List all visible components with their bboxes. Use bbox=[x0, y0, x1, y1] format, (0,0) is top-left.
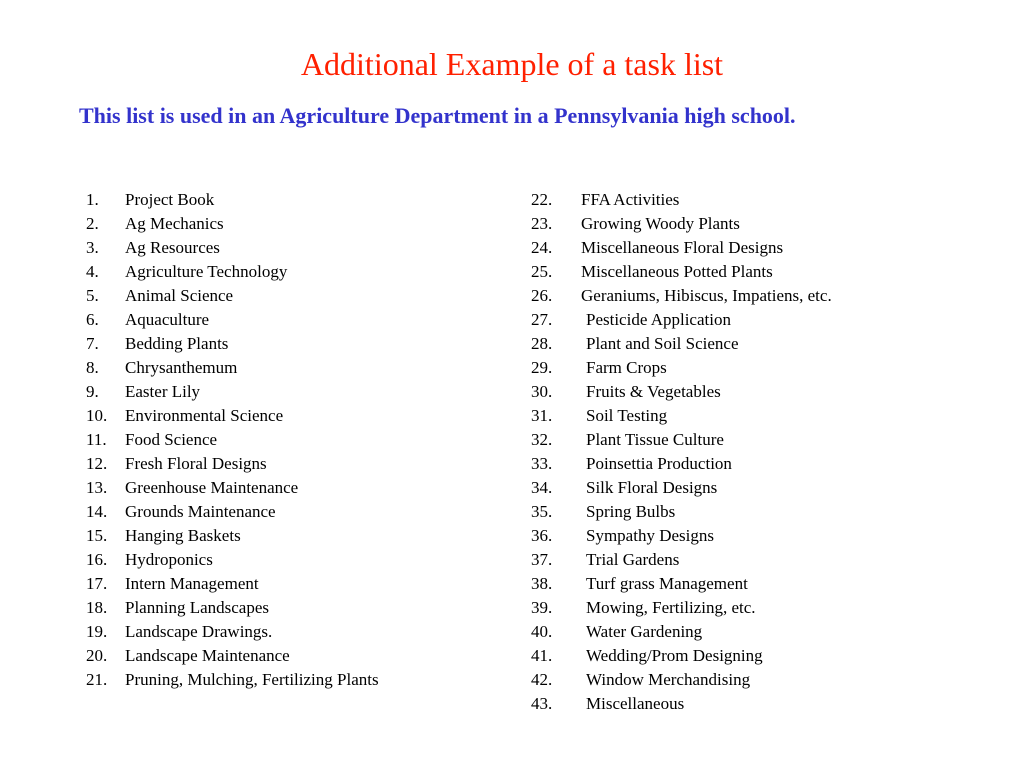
item-number: 26. bbox=[531, 286, 553, 305]
item-text: Greenhouse Maintenance bbox=[125, 478, 299, 497]
task-list-right bbox=[531, 188, 971, 716]
slide-subtitle: This list is used in an Agriculture Department in a Pennsylvania high school. bbox=[79, 103, 796, 128]
item-number: 7. bbox=[86, 334, 99, 353]
item-number: 3. bbox=[86, 238, 99, 257]
item-text: FFA Activities bbox=[581, 190, 680, 209]
list-item bbox=[531, 284, 971, 308]
item-text: Intern Management bbox=[125, 574, 259, 593]
item-number: 35. bbox=[531, 502, 553, 521]
item-text: Easter Lily bbox=[125, 382, 201, 401]
item-text: Miscellaneous Floral Designs bbox=[581, 238, 784, 257]
item-number: 4. bbox=[86, 262, 99, 281]
item-text: Pruning, Mulching, Fertilizing Plants bbox=[125, 670, 379, 689]
list-item bbox=[531, 692, 971, 716]
list-item bbox=[86, 332, 516, 356]
list-item bbox=[531, 524, 971, 548]
item-number: 18. bbox=[86, 598, 108, 617]
item-number: 28. bbox=[531, 334, 553, 353]
list-item bbox=[531, 260, 971, 284]
list-item bbox=[86, 284, 516, 308]
list-item bbox=[86, 356, 516, 380]
list-item bbox=[86, 596, 516, 620]
item-number: 13. bbox=[86, 478, 108, 497]
item-text: Fruits & Vegetables bbox=[586, 382, 721, 401]
item-number: 5. bbox=[86, 286, 99, 305]
item-text: Plant Tissue Culture bbox=[586, 430, 724, 449]
item-text: Window Merchandising bbox=[586, 670, 751, 689]
item-text: Hanging Baskets bbox=[125, 526, 241, 545]
item-number: 9. bbox=[86, 382, 99, 401]
item-text: Ag Mechanics bbox=[125, 214, 224, 233]
list-item bbox=[86, 500, 516, 524]
list-item bbox=[86, 572, 516, 596]
list-item bbox=[531, 500, 971, 524]
item-text: Silk Floral Designs bbox=[586, 478, 718, 497]
item-number: 42. bbox=[531, 670, 553, 689]
item-number: 40. bbox=[531, 622, 553, 641]
item-number: 8. bbox=[86, 358, 99, 377]
item-text: Fresh Floral Designs bbox=[125, 454, 267, 473]
item-text: Growing Woody Plants bbox=[581, 214, 740, 233]
list-item bbox=[86, 380, 516, 404]
item-number: 11. bbox=[86, 430, 107, 449]
list-item bbox=[531, 668, 971, 692]
list-item bbox=[86, 452, 516, 476]
item-text: Food Science bbox=[125, 430, 218, 449]
item-text: Agriculture Technology bbox=[125, 262, 288, 281]
list-item bbox=[531, 356, 971, 380]
list-item bbox=[531, 596, 971, 620]
item-text: Landscape Maintenance bbox=[125, 646, 290, 665]
item-text: Turf grass Management bbox=[586, 574, 748, 593]
item-text: Ag Resources bbox=[125, 238, 220, 257]
item-number: 31. bbox=[531, 406, 553, 425]
item-number: 16. bbox=[86, 550, 108, 569]
list-item bbox=[86, 260, 516, 284]
item-number: 39. bbox=[531, 598, 553, 617]
list-item bbox=[531, 380, 971, 404]
list-item bbox=[531, 644, 971, 668]
item-text: Mowing, Fertilizing, etc. bbox=[586, 598, 756, 617]
item-number: 41. bbox=[531, 646, 553, 665]
item-text: Aquaculture bbox=[125, 310, 210, 329]
list-item bbox=[86, 620, 516, 644]
item-number: 14. bbox=[86, 502, 108, 521]
item-number: 19. bbox=[86, 622, 108, 641]
item-number: 6. bbox=[86, 310, 99, 329]
item-text: Environmental Science bbox=[125, 406, 284, 425]
list-item bbox=[531, 188, 971, 212]
list-item bbox=[531, 476, 971, 500]
item-number: 43. bbox=[531, 694, 553, 713]
list-item bbox=[86, 428, 516, 452]
task-list-left bbox=[86, 188, 516, 692]
item-text: Bedding Plants bbox=[125, 334, 229, 353]
item-text: Grounds Maintenance bbox=[125, 502, 276, 521]
list-item bbox=[531, 428, 971, 452]
item-number: 32. bbox=[531, 430, 553, 449]
list-item bbox=[531, 452, 971, 476]
item-text: Sympathy Designs bbox=[586, 526, 714, 545]
item-number: 15. bbox=[86, 526, 108, 545]
item-text: Wedding/Prom Designing bbox=[586, 646, 763, 665]
item-number: 38. bbox=[531, 574, 553, 593]
item-number: 1. bbox=[86, 190, 99, 209]
list-item bbox=[531, 212, 971, 236]
item-text: Water Gardening bbox=[586, 622, 703, 641]
item-number: 2. bbox=[86, 214, 99, 233]
item-text: Hydroponics bbox=[125, 550, 213, 569]
list-item bbox=[531, 236, 971, 260]
list-item bbox=[531, 620, 971, 644]
item-text: Animal Science bbox=[125, 286, 234, 305]
item-number: 23. bbox=[531, 214, 553, 233]
item-number: 29. bbox=[531, 358, 553, 377]
item-number: 12. bbox=[86, 454, 108, 473]
item-number: 34. bbox=[531, 478, 553, 497]
list-item bbox=[86, 404, 516, 428]
item-text: Project Book bbox=[125, 190, 215, 209]
item-text: Poinsettia Production bbox=[586, 454, 732, 473]
list-item bbox=[86, 644, 516, 668]
slide-title: Additional Example of a task list bbox=[300, 46, 724, 82]
item-text: Miscellaneous Potted Plants bbox=[581, 262, 773, 281]
item-text: Soil Testing bbox=[586, 406, 668, 425]
item-text: Trial Gardens bbox=[586, 550, 680, 569]
item-number: 17. bbox=[86, 574, 108, 593]
list-item bbox=[531, 572, 971, 596]
item-text: Geraniums, Hibiscus, Impatiens, etc. bbox=[581, 286, 832, 305]
item-text: Plant and Soil Science bbox=[586, 334, 739, 353]
item-number: 30. bbox=[531, 382, 553, 401]
item-text: Spring Bulbs bbox=[586, 502, 676, 521]
item-number: 36. bbox=[531, 526, 553, 545]
item-text: Farm Crops bbox=[586, 358, 667, 377]
item-text: Chrysanthemum bbox=[125, 358, 238, 377]
item-number: 33. bbox=[531, 454, 553, 473]
item-number: 20. bbox=[86, 646, 108, 665]
list-item bbox=[86, 188, 516, 212]
item-text: Planning Landscapes bbox=[125, 598, 269, 617]
list-item bbox=[531, 308, 971, 332]
list-item bbox=[86, 548, 516, 572]
item-number: 25. bbox=[531, 262, 553, 281]
item-number: 22. bbox=[531, 190, 553, 209]
item-text: Pesticide Application bbox=[586, 310, 731, 329]
item-number: 27. bbox=[531, 310, 553, 329]
list-item bbox=[531, 548, 971, 572]
list-item bbox=[86, 476, 516, 500]
item-number: 24. bbox=[531, 238, 553, 257]
list-item bbox=[86, 308, 516, 332]
list-item bbox=[86, 668, 516, 692]
list-item bbox=[86, 212, 516, 236]
list-item bbox=[86, 236, 516, 260]
list-item bbox=[86, 524, 516, 548]
list-item bbox=[531, 332, 971, 356]
list-item bbox=[531, 404, 971, 428]
item-number: 21. bbox=[86, 670, 108, 689]
item-text: Landscape Drawings. bbox=[125, 622, 273, 641]
item-number: 37. bbox=[531, 550, 553, 569]
item-number: 10. bbox=[86, 406, 108, 425]
item-text: Miscellaneous bbox=[586, 694, 685, 713]
